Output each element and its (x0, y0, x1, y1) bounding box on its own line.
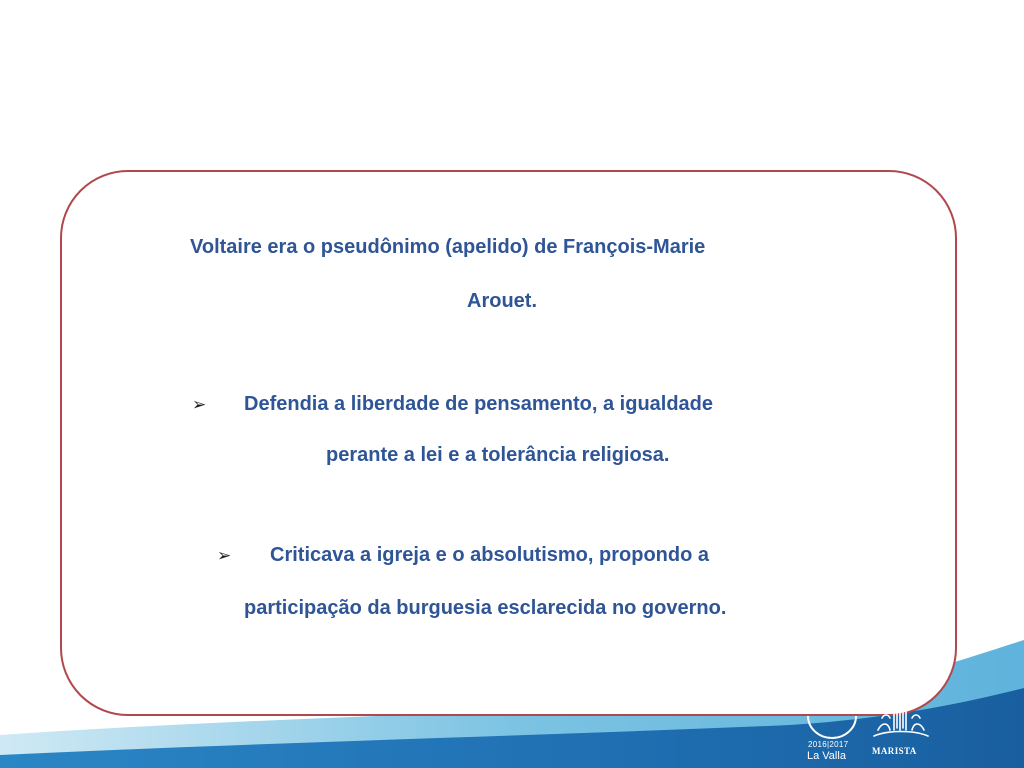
bullet-2-line-2: participação da burguesia esclarecida no governo. (244, 597, 727, 619)
marista-emblem-icon (868, 700, 934, 746)
marista-logo (868, 700, 934, 762)
bullet-1-line-1: Defendia a liberdade de pensamento, a igualdade (244, 393, 714, 415)
paragraph-line-2: Arouet. (467, 290, 537, 312)
bullet-1-line-2: perante a lei e a tolerância religiosa. (326, 444, 670, 466)
paragraph-line-1: Voltaire era o pseudônimo (apelido) de François-Marie (190, 236, 706, 258)
bullet-2-line-1: Criticava a igreja e o absolutismo, propondo a (270, 544, 709, 566)
bullet-arrow-icon: ➢ (217, 546, 232, 565)
lavalla-years: 2016|2017 (808, 740, 849, 749)
bullet-arrow-icon: ➢ (192, 395, 207, 414)
lavalla-arc-icon (798, 708, 868, 742)
marista-name: MARISTA (872, 746, 917, 756)
lavalla-logo (798, 708, 868, 764)
lavalla-name: La Valla (807, 750, 846, 762)
